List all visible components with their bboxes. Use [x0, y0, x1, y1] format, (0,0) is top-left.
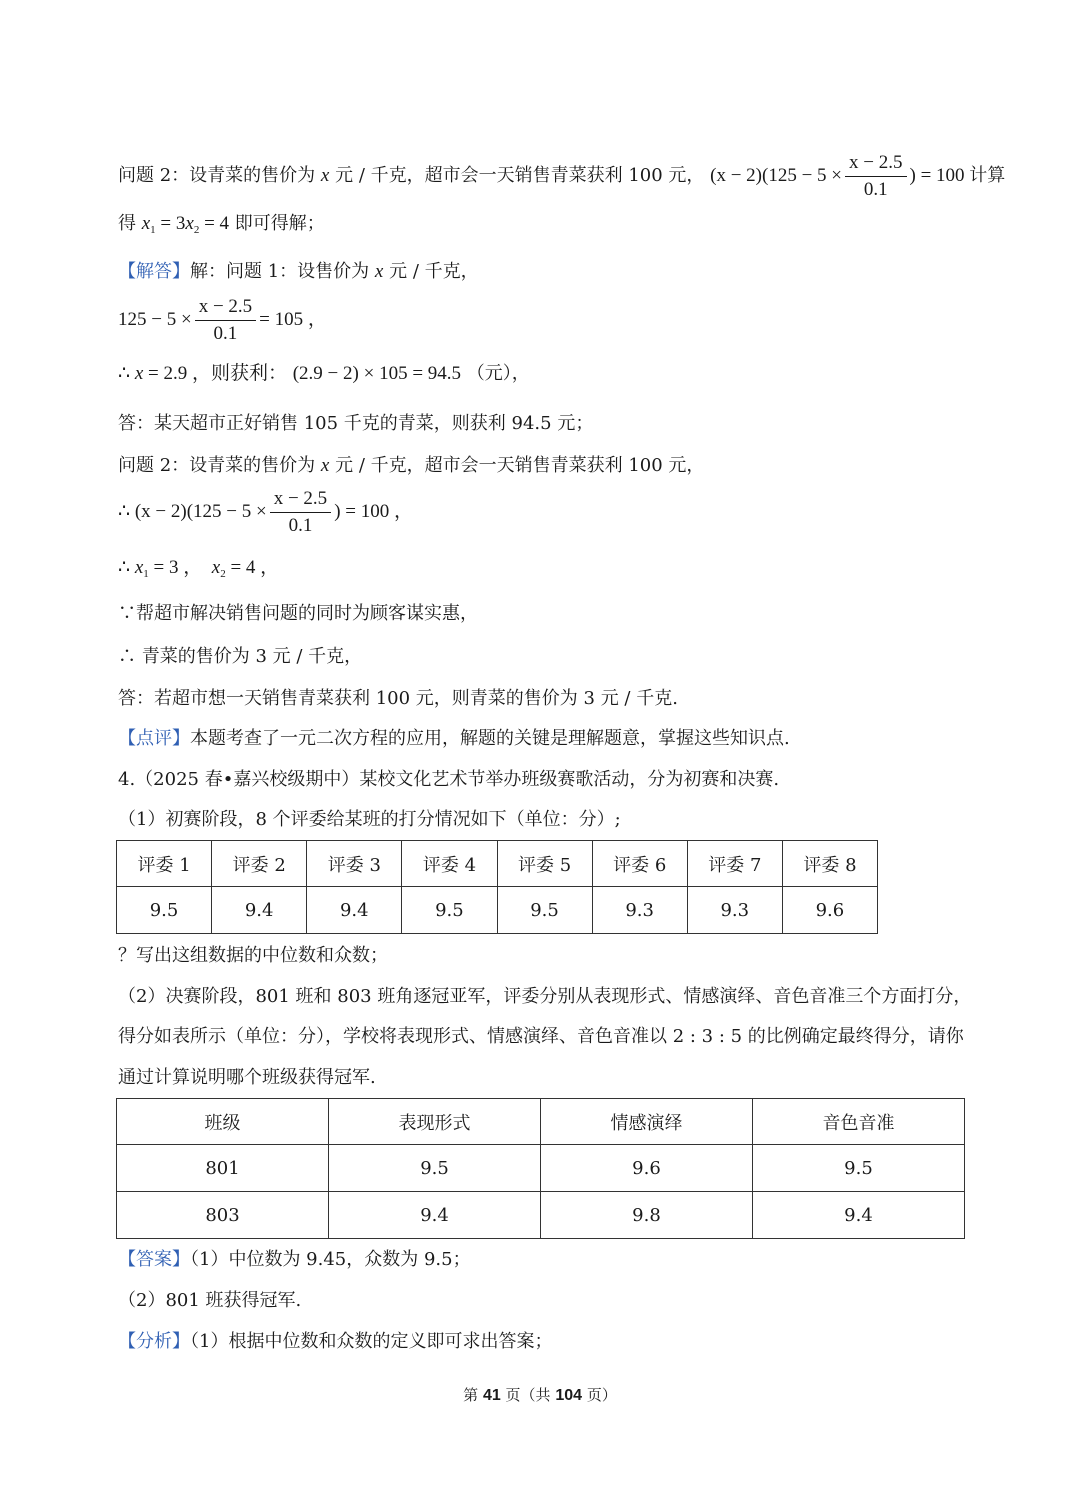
table-header-cell: 评委 5 — [497, 841, 592, 887]
roots: $x_1 = 3x_2 = 4$ — [141, 213, 230, 236]
question4-part2-line1: （2）决赛阶段，801 班和 803 班角逐冠亚军，评委分别从表现形式、情感演绎、音色音准三个方面打分， — [118, 986, 972, 1007]
table-header-cell: 评委 7 — [687, 841, 782, 887]
text-span: 计算 — [969, 164, 1006, 186]
solution-tag: 【解答】 — [118, 261, 190, 282]
problem2-restate-line: 问题 2：设青菜的售价为 x 元 / 千克，超市会一天销售青菜获利 100 元， — [118, 455, 705, 476]
fraction — [845, 152, 906, 201]
result-line — [118, 212, 325, 242]
profit-line: ∴ x = 2.9 ，则获利： (2.9 − 2) × 105 = 94.5 （元）， — [118, 363, 530, 384]
table-header-cell: 评委 6 — [592, 841, 687, 887]
table-cell: 9.5 — [402, 887, 497, 934]
fraction-denominator: 0.1 — [863, 179, 888, 200]
table-header-cell: 评委 1 — [117, 841, 212, 887]
table-header-cell: 评委 4 — [402, 841, 497, 887]
table-cell: 9.8 — [541, 1192, 753, 1239]
table-header-row — [117, 841, 878, 887]
answer-line-1: 答：某天超市正好销售 105 千克的青菜，则获利 94.5 元； — [118, 413, 594, 434]
fraction: $\frac{x - 2.5}{0.1}$ — [195, 296, 256, 345]
table-cell: 9.5 — [497, 887, 592, 934]
table-cell: 9.6 — [541, 1145, 753, 1192]
profit-calc: (2.9 − 2) × 105 = 94.5 — [292, 363, 462, 384]
problem2-statement-line — [118, 152, 1005, 201]
question4-part2-line2: 得分如表所示（单位：分），学校将表现形式、情感演绎、音色音准以 2 : 3 : 5 的比例确定最终得分，请你 — [118, 1026, 964, 1047]
table-header-cell: 评委 3 — [307, 841, 402, 887]
table-cell: 9.4 — [307, 887, 402, 934]
fraction: $\frac{x - 2.5}{0.1}$ — [270, 488, 331, 537]
equation-line-2: ∴ (x − 2)(125 − 5 × $\frac{x - 2.5}{0.1}$ ) = 100 ， — [118, 488, 413, 536]
page-footer: 第 41 页（共 104 页） — [463, 1386, 617, 1404]
table-header-cell: 情感演绎 — [541, 1099, 753, 1145]
table-header-cell: 班级 — [117, 1099, 329, 1145]
question4-part1-task: ？写出这组数据的中位数和众数； — [118, 945, 388, 966]
equation-line-1: 125 − 5 × $\frac{x - 2.5}{0.1}$ = 105 ， — [118, 296, 327, 344]
table-cell: 803 — [117, 1192, 329, 1239]
table-cell: 9.5 — [752, 1145, 964, 1192]
text-span: 元 / 千克， — [389, 261, 479, 282]
answer-part2-line: （2）801 班获得冠军. — [118, 1290, 302, 1311]
table-cell: 9.6 — [782, 887, 877, 934]
equation-part: (x − 2)(125 − 5 × — [710, 164, 843, 186]
text-span: 问题 2：设青菜的售价为 — [118, 164, 316, 186]
table-row — [117, 1145, 965, 1192]
page-number: 41 — [482, 1387, 501, 1404]
fraction-numerator: x − 2.5 — [845, 152, 906, 177]
text-span: 得 — [118, 213, 136, 234]
table-row — [117, 1192, 965, 1239]
equation — [710, 152, 969, 200]
table-row — [117, 887, 878, 934]
answer-line-2: 答：若超市想一天销售青菜获利 100 元，则青菜的售价为 3 元 / 千克. — [118, 688, 678, 709]
comment-tag: 【点评】 — [118, 728, 190, 749]
analysis-line: 【分析】（1）根据中位数和众数的定义即可求出答案； — [118, 1331, 553, 1352]
analysis-tag: 【分析】 — [118, 1331, 190, 1352]
answer-tag: 【答案】 — [118, 1249, 190, 1270]
table-cell: 9.4 — [212, 887, 307, 934]
comment-line: 【点评】本题考查了一元二次方程的应用，解题的关键是理解题意，掌握这些知识点. — [118, 728, 790, 749]
text-span: 解：问题 1：设售价为 — [190, 261, 370, 282]
table-header-cell: 评委 8 — [782, 841, 877, 887]
reason-line: ∵帮超市解决销售问题的同时为顾客谋实惠， — [118, 603, 478, 624]
table-cell: 9.4 — [752, 1192, 964, 1239]
equation-part: ) = 100 — [909, 164, 965, 186]
table-header-row — [117, 1099, 965, 1145]
answer-heading-line: 【答案】（1）中位数为 9.45，众数为 9.5； — [118, 1249, 471, 1270]
text-span: 即可得解； — [234, 213, 325, 234]
table-cell: 9.5 — [117, 887, 212, 934]
total-pages: 104 — [555, 1387, 583, 1404]
question4-part2-line3: 通过计算说明哪个班级获得冠军. — [118, 1067, 376, 1088]
table-cell: 9.5 — [329, 1145, 541, 1192]
text-span: （元）， — [466, 363, 530, 384]
table-cell: 9.3 — [592, 887, 687, 934]
table-header-cell: 音色音准 — [752, 1099, 964, 1145]
solution-heading-line: 【解答】解：问题 1：设售价为 x 元 / 千克， — [118, 261, 479, 282]
table-header-cell: 表现形式 — [329, 1099, 541, 1145]
roots-line: ∴ $x_1 = 3$ ， $x_2 = 4$ ， — [118, 557, 280, 580]
price-line: ∴ 青菜的售价为 3 元 / 千克， — [118, 646, 363, 667]
judges-score-table — [116, 840, 878, 934]
text-span: 元 / 千克，超市会一天销售青菜获利 100 元， — [335, 164, 705, 186]
table-cell: 801 — [117, 1145, 329, 1192]
final-score-table — [116, 1098, 965, 1239]
table-cell: 9.3 — [687, 887, 782, 934]
table-header-cell: 评委 2 — [212, 841, 307, 887]
question4-title: 4.（2025 春•嘉兴校级期中）某校文化艺术节举办班级赛歌活动，分为初赛和决赛. — [118, 769, 780, 790]
var-x: x — [320, 164, 330, 186]
question4-part1: （1）初赛阶段，8 个评委给某班的打分情况如下（单位：分）; — [118, 809, 621, 830]
table-cell: 9.4 — [329, 1192, 541, 1239]
